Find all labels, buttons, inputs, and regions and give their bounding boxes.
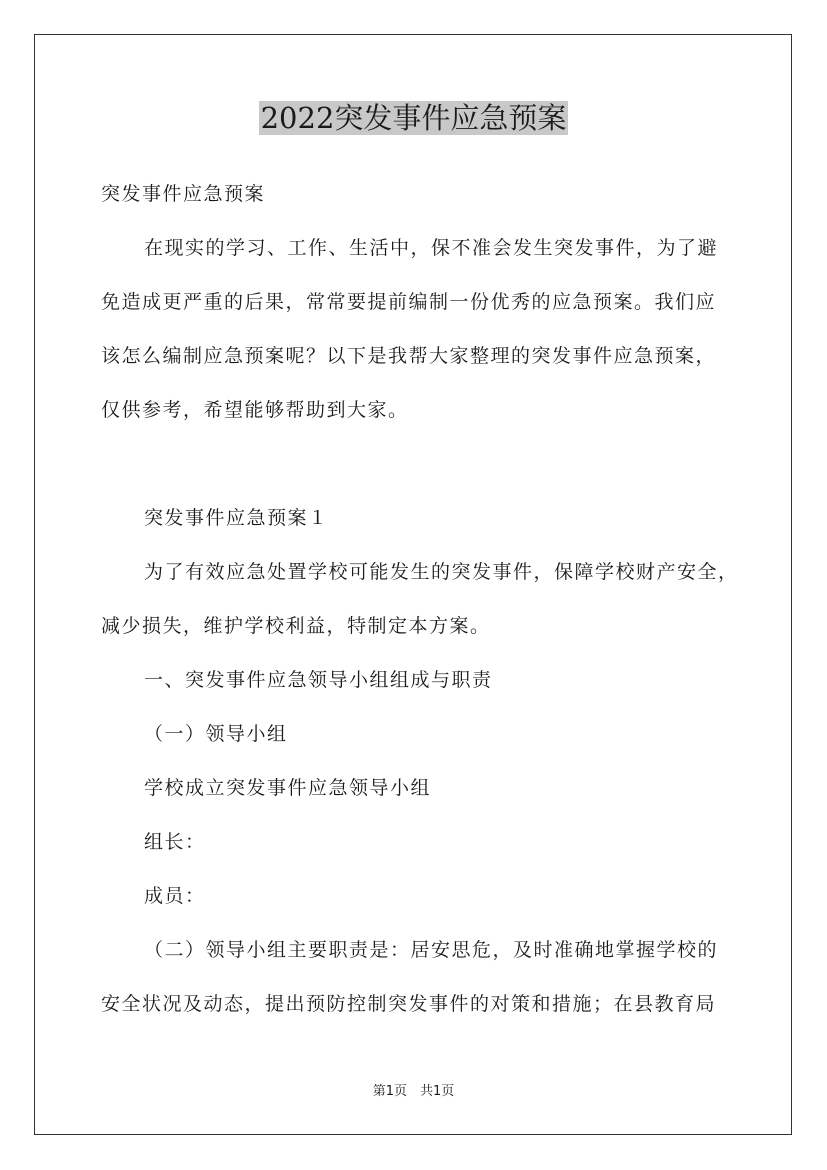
paragraph-line: 免造成更严重的后果，常常要提前编制一份优秀的应急预案。我们应	[101, 291, 717, 313]
paragraph-line: 在现实的学习、工作、生活中，保不准会发生突发事件，为了避	[144, 237, 719, 259]
paragraph-line: （二）领导小组主要职责是：居安思危，及时准确地掌握学校的	[144, 939, 719, 961]
leader-label: 组长：	[144, 831, 206, 853]
paragraph-line: 为了有效应急处置学校可能发生的突发事件，保障学校财产安全，	[144, 561, 739, 583]
paragraph-line: 学校成立突发事件应急领导小组	[144, 777, 432, 799]
section-heading: 一、突发事件应急领导小组组成与职责	[144, 669, 493, 691]
subsection-heading: （一）领导小组	[144, 723, 288, 745]
section-heading: 突发事件应急预案１	[144, 507, 329, 529]
members-label: 成员：	[144, 885, 206, 907]
document-title	[0, 98, 827, 138]
paragraph-line: 仅供参考，希望能够帮助到大家。	[101, 399, 409, 421]
paragraph-line: 该怎么编制应急预案呢？以下是我帮大家整理的突发事件应急预案，	[101, 345, 717, 367]
page-footer: 第1页 共1页	[372, 1084, 455, 1099]
paragraph-line: 安全状况及动态，提出预防控制突发事件的对策和措施；在县教育局	[101, 993, 717, 1015]
paragraph-line: 减少损失，维护学校利益，特制定本方案。	[101, 615, 491, 637]
document-title-text: 2022突发事件应急预案	[260, 101, 567, 135]
subtitle-line: 突发事件应急预案	[101, 183, 266, 205]
